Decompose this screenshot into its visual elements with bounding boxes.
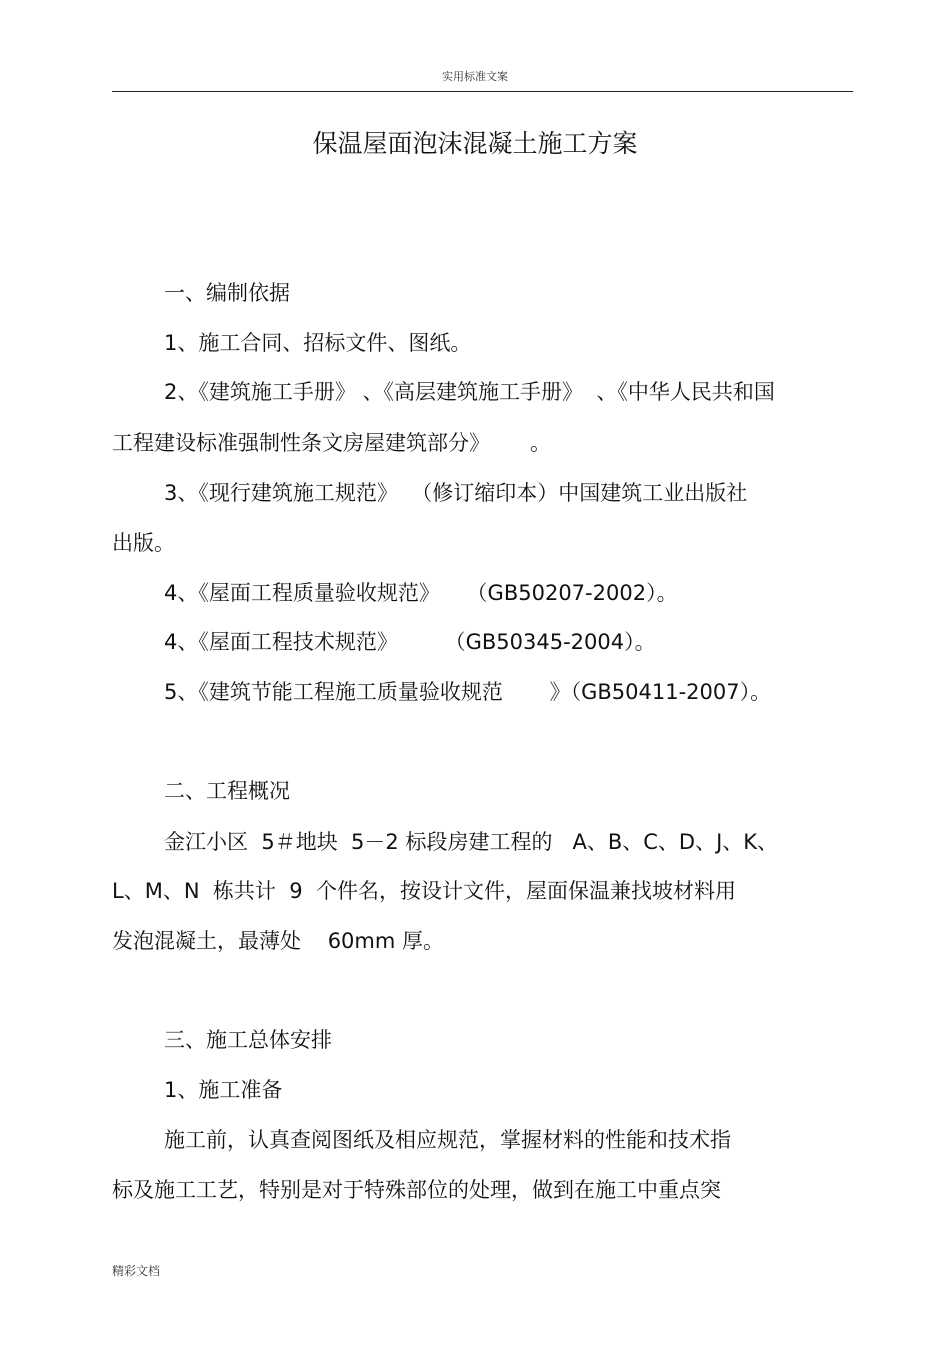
basis-item-5: 5、《建筑节能工程施工质量验收规范 》（GB50411-2007）。 [164,680,772,704]
overview-paragraph-line-3: 发泡混凝土，最薄处 60mm 厚。 [112,929,445,953]
overview-paragraph-line-1: 金江小区 5＃地块 5－2 标段房建工程的 A、B、C、D、J、K、 [164,830,779,854]
basis-item-4a: 4、《屋面工程质量验收规范》 （GB50207-2002）。 [164,581,678,605]
section-heading-overview: 二、工程概况 [164,779,290,803]
basis-item-3: 3、《现行建筑施工规范》 （修订缩印本）中国建筑工业出版社 [164,481,748,505]
basis-item-1: 1、施工合同、招标文件、图纸。 [164,331,472,355]
subsection-heading-preparation: 1、施工准备 [164,1078,283,1102]
basis-item-3-cont: 出版。 [112,531,175,555]
basis-item-4b: 4、《屋面工程技术规范》 （GB50345-2004）。 [164,630,656,654]
basis-item-2-cont: 工程建设标准强制性条文房屋建筑部分》 。 [112,431,552,455]
document-title: 保温屋面泡沫混凝土施工方案 [312,129,638,158]
preparation-paragraph-line-2: 标及施工工艺，特别是对于特殊部位的处理，做到在施工中重点突 [112,1178,721,1202]
header-divider [112,91,853,92]
page-header: 实用标准文案 [442,70,508,83]
page-footer: 精彩文档 [112,1264,161,1278]
section-heading-arrangement: 三、施工总体安排 [164,1028,332,1052]
overview-paragraph-line-2: L、M、N 栋共计 9 个件名，按设计文件，屋面保温兼找坡材料用 [112,879,736,903]
preparation-paragraph-line-1: 施工前，认真查阅图纸及相应规范，掌握材料的性能和技术指 [164,1128,731,1152]
section-heading-basis: 一、编制依据 [164,281,290,305]
basis-item-2: 2、《建筑施工手册》 、《高层建筑施工手册》 、《中华人民共和国 [164,380,775,404]
